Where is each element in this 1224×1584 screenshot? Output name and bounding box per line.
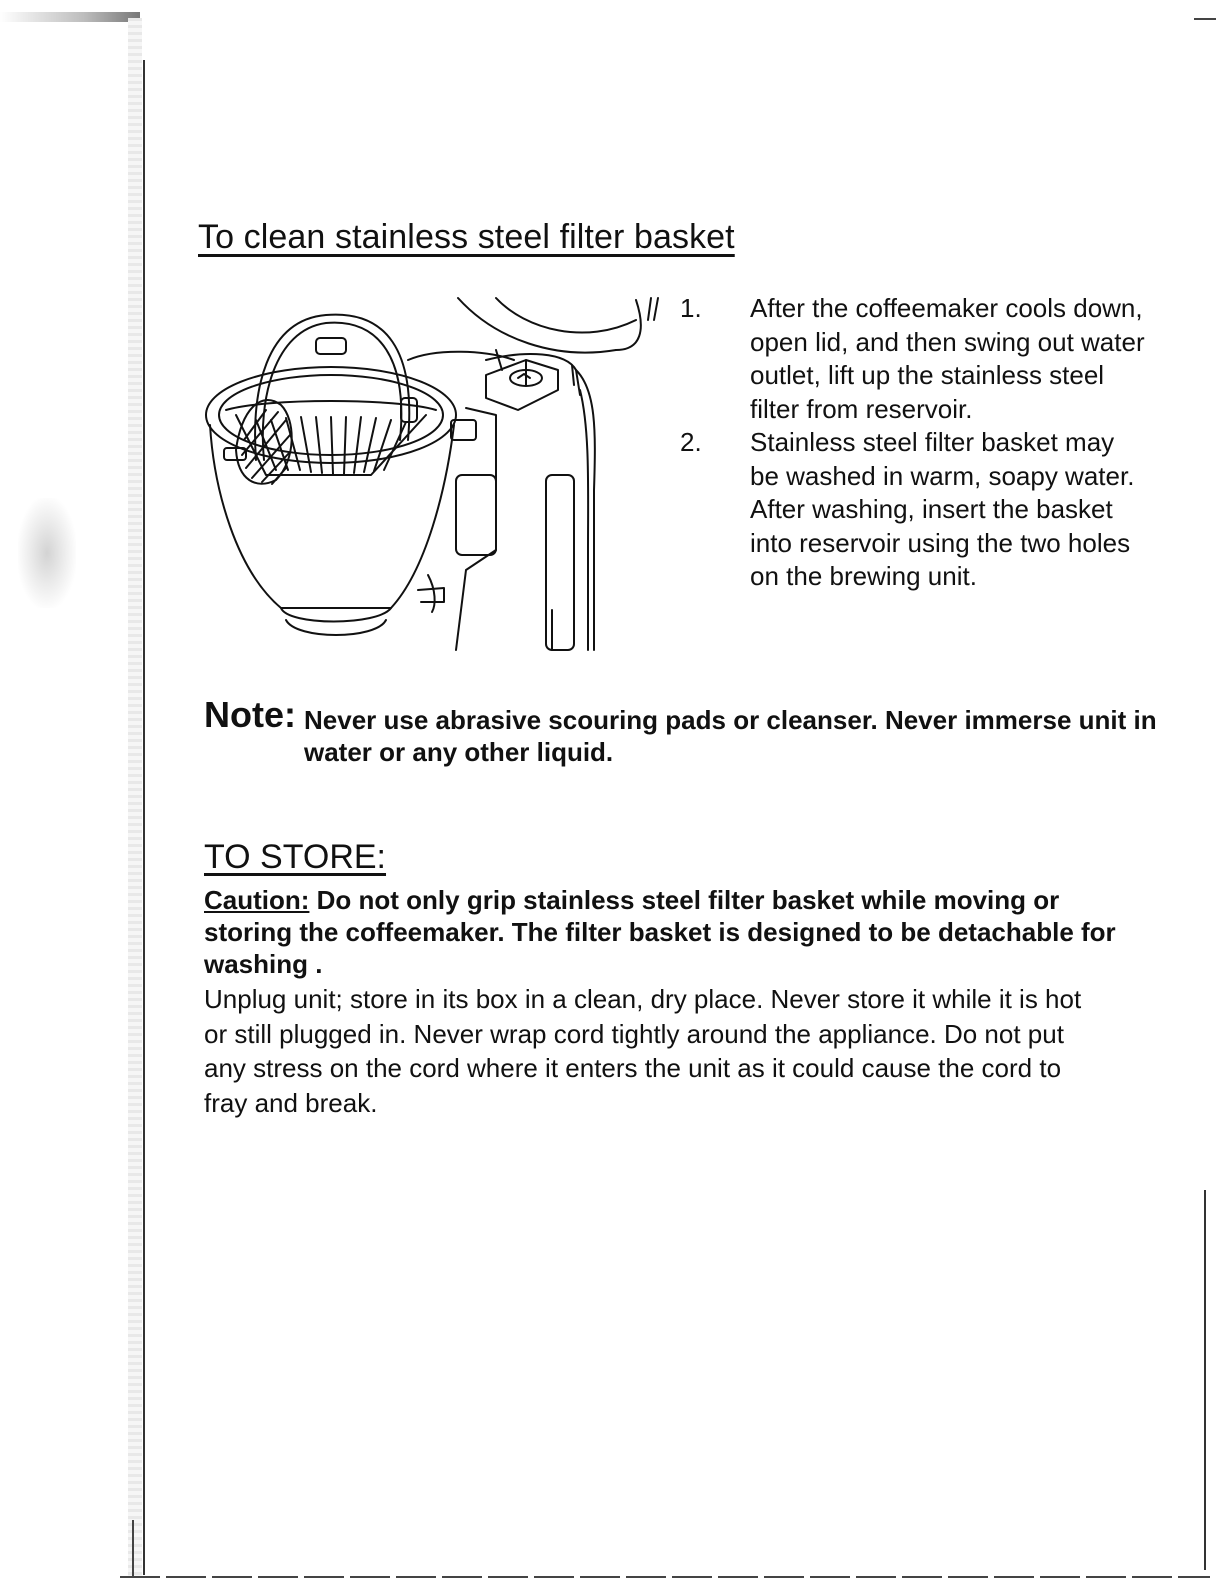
step-number: 1. (680, 293, 702, 323)
coffeemaker-filter-basket-illustration (196, 290, 666, 660)
scan-top-right-mark (1194, 18, 1216, 20)
scan-bottom-edge (120, 1576, 1210, 1578)
note-label: Note: (204, 694, 296, 735)
store-heading: TO STORE: (204, 838, 387, 876)
caution-label: Caution: (204, 885, 310, 915)
note-text: Never use abrasive scouring pads or cleanser. Never immerse unit in water or any other liquid. (304, 705, 1157, 767)
caution-text: Do not only grip stainless steel filter basket while moving or storing the coffeemaker. The filter basket is designed to be detachable for washing . (204, 885, 1116, 979)
store-instructions: Unplug unit; store in its box in a clean, dry place. Never store it while it is hot or still plugged in. Never wrap cord tightly around the appliance. Do not put any stress on the cord where it enters the unit as it could cause the cord to fray and break. (204, 984, 1082, 1118)
binding-strip (128, 18, 142, 1578)
scan-smudge (18, 498, 76, 608)
margin-rule (143, 60, 145, 1575)
cleaning-step (680, 292, 1150, 426)
scan-top-band (0, 12, 140, 22)
step-number: 2. (680, 427, 702, 457)
cleaning-steps (680, 292, 1150, 594)
clean-section-title: To clean stainless steel filter basket (198, 218, 735, 256)
caution-paragraph (204, 884, 1124, 980)
margin-rule-bottom (132, 1520, 134, 1576)
scan-edge-right (1204, 1190, 1206, 1570)
cleaning-step (680, 426, 1150, 594)
step-text: After the coffeemaker cools down, open lid, and then swing out water outlet, lift up the stainless steel filter from reservoir. (750, 293, 1145, 424)
scan-edge-left (0, 0, 150, 1584)
step-text: Stainless steel filter basket may be washed in warm, soapy water. After washing, insert the basket into reservoir using the two holes on the brewing unit. (750, 427, 1135, 591)
